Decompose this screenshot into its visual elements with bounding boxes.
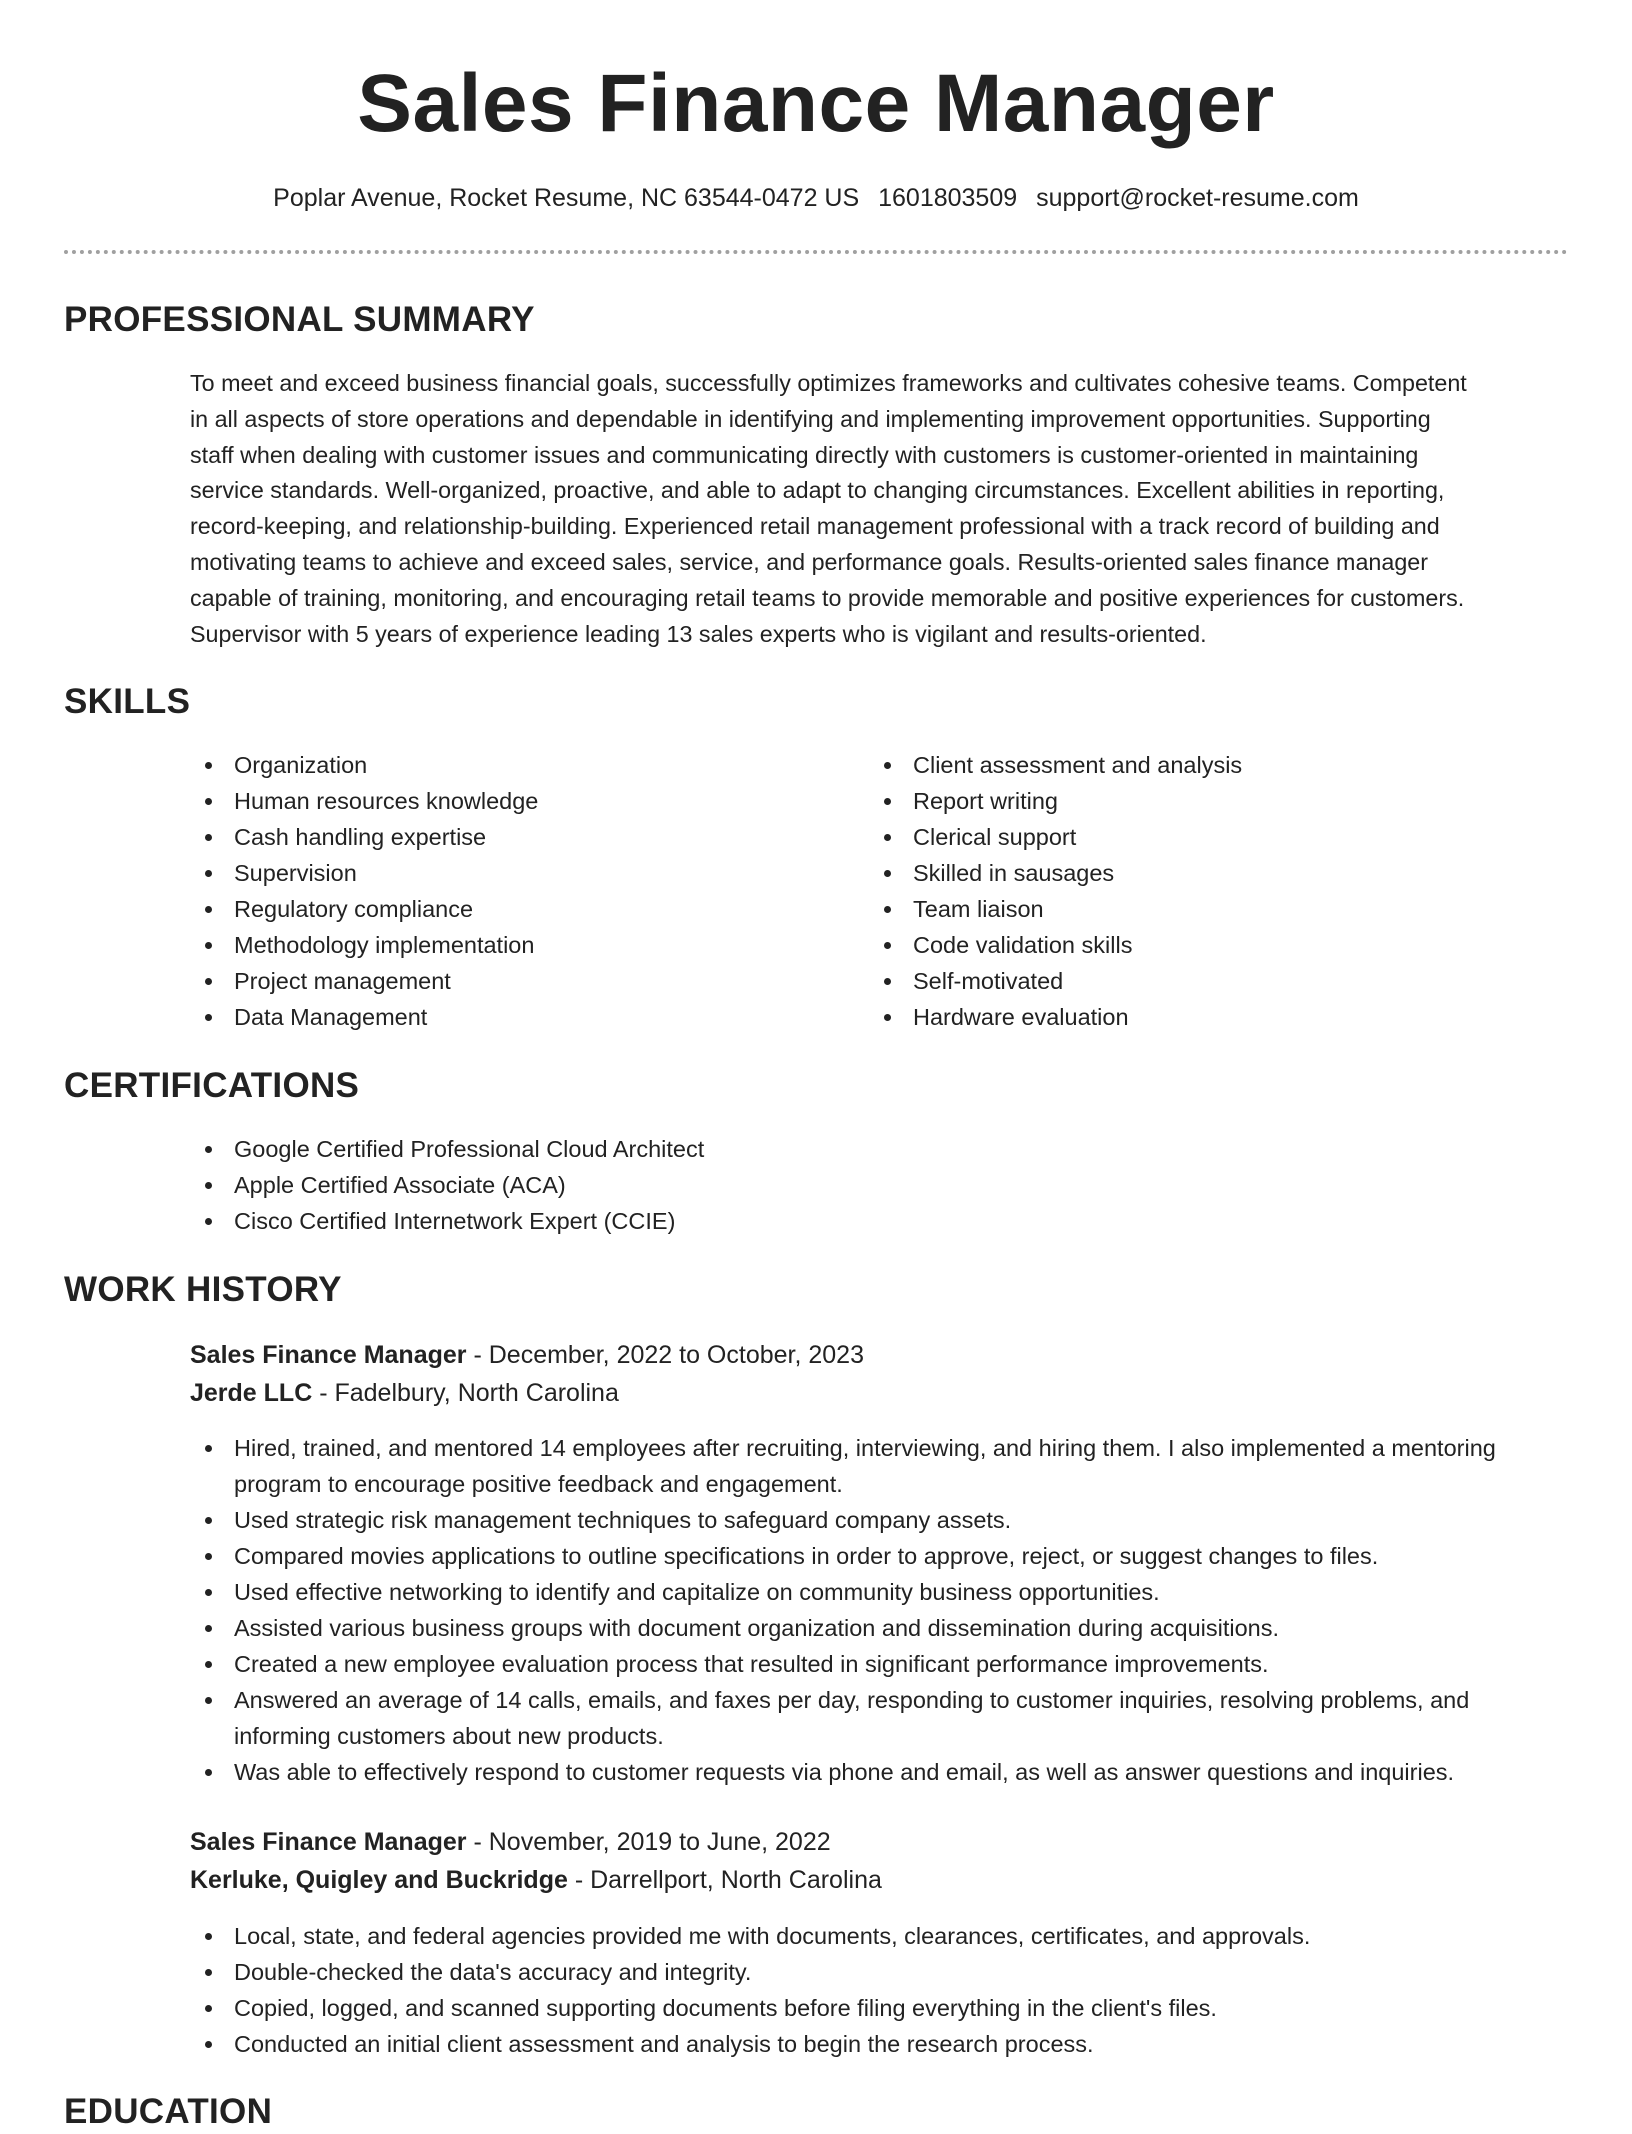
summary-text	[190, 366, 1570, 652]
contact-address: Poplar Avenue, Rocket Resume, NC 63544-0472 US	[273, 184, 860, 212]
job-bullet: Assisted various business groups with document organization and dissemination during acquisitions.	[190, 1610, 1496, 1646]
job-location: - Fadelbury, North Carolina	[312, 1379, 619, 1407]
certifications-list	[190, 1131, 704, 1239]
certification-item: Apple Certified Associate (ACA)	[190, 1167, 704, 1203]
resume-title: Sales Finance Manager	[357, 58, 1275, 149]
skill-item: Team liaison	[869, 891, 1242, 927]
job-bullet-line: Answered an average of 14 calls, emails, and faxes per day, responding to customer inquiries, resolving problems, and	[234, 1687, 1470, 1713]
job-bullet: Created a new employee evaluation process that resulted in significant performance improvements.	[190, 1646, 1496, 1682]
summary-line: To meet and exceed business financial goals, successfully optimizes frameworks and cultivates cohesive teams. Competent	[190, 370, 1467, 396]
skills-list-right	[869, 747, 1242, 1035]
skill-item: Clerical support	[869, 819, 1242, 855]
job-bullet: Used effective networking to identify and capitalize on community business opportunities.	[190, 1574, 1496, 1610]
certification-item: Google Certified Professional Cloud Architect	[190, 1131, 704, 1167]
job-bullet: Was able to effectively respond to customer requests via phone and email, as well as answer questions and inquiries.	[190, 1754, 1496, 1790]
skill-item: Organization	[190, 747, 538, 783]
job-bullet-line: informing customers about new products.	[234, 1723, 664, 1749]
summary-line: capable of training, monitoring, and encouraging retail teams to provide memorable and positive experiences for customers.	[190, 584, 1465, 611]
skill-item: Self-motivated	[869, 963, 1242, 999]
section-title-education: EDUCATION	[64, 2092, 273, 2131]
skill-item: Skilled in sausages	[869, 855, 1242, 891]
job-company: Kerluke, Quigley and Buckridge	[190, 1866, 568, 1894]
summary-line: in all aspects of store operations and dependable in identifying and implementing improvement opportunities. Supporting	[190, 405, 1431, 432]
job-bullet-line: program to encourage positive feedback and engagement.	[234, 1471, 843, 1497]
job-bullet: Conducted an initial client assessment and analysis to begin the research process.	[190, 2026, 1310, 2062]
job-location: - Darrellport, North Carolina	[567, 1866, 882, 1894]
skill-item: Cash handling expertise	[190, 819, 538, 855]
job-company-line	[190, 1374, 619, 1412]
section-title-work-history: WORK HISTORY	[64, 1270, 342, 1309]
job-bullet: Double-checked the data's accuracy and integrity.	[190, 1954, 1310, 1990]
skill-item: Hardware evaluation	[869, 999, 1242, 1035]
skill-item: Regulatory compliance	[190, 891, 538, 927]
job-bullet	[190, 1430, 1496, 1502]
job-role: Sales Finance Manager	[190, 1828, 467, 1856]
job-bullet-line: Hired, trained, and mentored 14 employees after recruiting, interviewing, and hiring them. I also implemented a mentoring	[234, 1435, 1496, 1461]
job-dates: - November, 2019 to June, 2022	[466, 1828, 831, 1856]
section-title-summary: PROFESSIONAL SUMMARY	[64, 300, 535, 339]
summary-line: service standards. Well-organized, proactive, and able to adapt to changing circumstances. Excellent abilities in reporting,	[190, 477, 1445, 504]
skill-item: Report writing	[869, 783, 1242, 819]
skill-item: Client assessment and analysis	[869, 747, 1242, 783]
contact-phone: 1601803509	[878, 184, 1018, 212]
certification-item: Cisco Certified Internetwork Expert (CCIE)	[190, 1203, 704, 1239]
job-bullet	[190, 1682, 1496, 1754]
job-company: Jerde LLC	[190, 1379, 313, 1407]
summary-line: motivating teams to achieve and exceed sales, service, and performance goals. Results-oriented sales finance manager	[190, 548, 1428, 575]
skill-item: Code validation skills	[869, 927, 1242, 963]
job-role: Sales Finance Manager	[190, 1341, 467, 1369]
contact-line	[0, 180, 1632, 216]
job-bullet: Local, state, and federal agencies provided me with documents, clearances, certificates, and approvals.	[190, 1918, 1310, 1954]
skill-item: Methodology implementation	[190, 927, 538, 963]
job-company-line	[190, 1861, 882, 1899]
skills-list-left	[190, 747, 538, 1035]
job-dates: - December, 2022 to October, 2023	[466, 1341, 864, 1369]
job-bullets	[190, 1918, 1310, 2062]
skill-item: Data Management	[190, 999, 538, 1035]
job-bullet: Used strategic risk management techniques to safeguard company assets.	[190, 1502, 1496, 1538]
job-bullet: Compared movies applications to outline specifications in order to approve, reject, or suggest changes to files.	[190, 1538, 1496, 1574]
job-title-line	[190, 1336, 864, 1374]
job-bullet: Copied, logged, and scanned supporting documents before filing everything in the client's files.	[190, 1990, 1310, 2026]
job-title-line	[190, 1823, 831, 1861]
header-divider	[64, 250, 1568, 254]
skill-item: Supervision	[190, 855, 538, 891]
summary-line: staff when dealing with customer issues and communicating directly with customers is customer-oriented in maintaining	[190, 441, 1419, 468]
section-title-certifications: CERTIFICATIONS	[64, 1066, 360, 1105]
summary-line: record-keeping, and relationship-building. Experienced retail management professional with a track record of building and	[190, 513, 1440, 540]
contact-email[interactable]: support@rocket-resume.com	[1036, 184, 1359, 212]
skill-item: Project management	[190, 963, 538, 999]
skill-item: Human resources knowledge	[190, 783, 538, 819]
summary-line: Supervisor with 5 years of experience leading 13 sales experts who is vigilant and results-oriented.	[190, 620, 1207, 647]
section-title-skills: SKILLS	[64, 682, 191, 721]
job-bullets	[190, 1430, 1496, 1790]
